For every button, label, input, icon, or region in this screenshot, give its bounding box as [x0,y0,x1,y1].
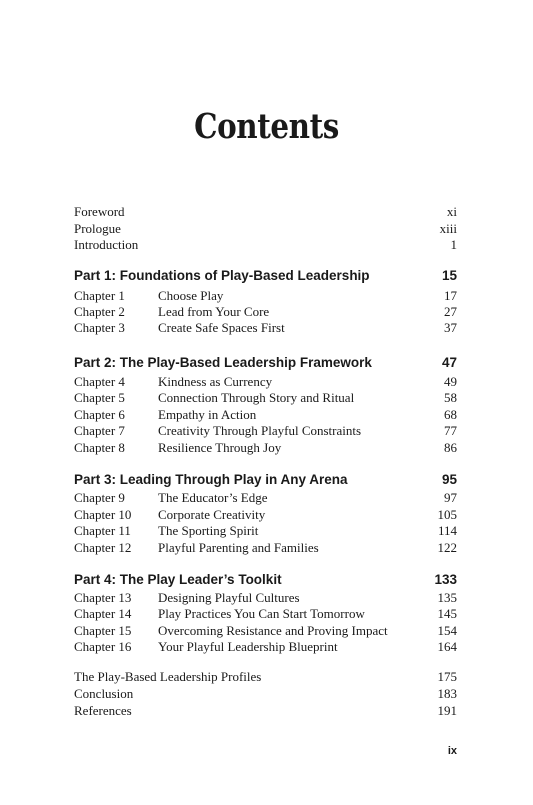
chapter-page: 86 [444,440,457,455]
chapter-label: Chapter 16 [74,639,132,654]
chapter-page: 37 [444,320,457,335]
chapter-page: 145 [437,606,457,621]
chapter-page: 135 [437,590,457,605]
toc-chapter-14[interactable] [74,605,457,622]
part-page: 15 [441,268,457,283]
chapter-title: The Sporting Spirit [158,523,259,538]
chapter-page: 17 [444,288,457,303]
entry-page: 191 [437,703,457,718]
part-title: Part 3: Leading Through Play in Any Arena [74,472,348,487]
chapter-page: 27 [444,304,457,319]
entry-title: Prologue [74,221,121,236]
chapter-label: Chapter 10 [74,507,132,522]
toc-entry-introduction[interactable] [74,236,457,253]
chapter-title: Create Safe Spaces First [158,320,285,335]
chapter-label: Chapter 11 [74,523,131,538]
page-number: ix [447,745,457,757]
chapter-title: Choose Play [158,288,224,303]
toc-chapter-11[interactable] [74,522,457,539]
chapter-label: Chapter 9 [74,490,125,505]
toc-part-3[interactable] [74,470,457,489]
entry-page: xiii [439,221,457,236]
chapter-label: Chapter 15 [74,623,132,638]
chapter-title: Designing Playful Cultures [158,590,300,605]
chapter-label: Chapter 12 [74,540,132,555]
chapter-title: Resilience Through Joy [158,440,282,455]
entry-page: 1 [450,237,457,252]
chapter-page: 58 [444,390,457,405]
chapter-title: Corporate Creativity [158,507,266,522]
chapter-title: Playful Parenting and Families [158,540,319,555]
chapter-page: 154 [437,623,457,638]
chapter-title: Play Practices You Can Start Tomorrow [158,606,365,621]
entry-page: xi [446,204,457,219]
entry-title: Foreword [74,204,125,219]
entry-title: The Play-Based Leadership Profiles [74,669,262,684]
entry-title: Conclusion [74,686,134,701]
chapter-title: Lead from Your Core [158,304,270,319]
part-page: 133 [434,572,457,587]
chapter-page: 105 [437,507,457,522]
toc-chapter-12[interactable] [74,539,457,556]
toc-chapter-10[interactable] [74,506,457,523]
toc-part-4[interactable] [74,570,457,589]
chapter-page: 68 [444,407,457,422]
toc-chapter-3[interactable] [74,319,457,336]
toc-chapter-15[interactable] [74,622,457,639]
chapter-page: 164 [437,639,457,654]
chapter-title: Empathy in Action [158,407,257,422]
chapter-page: 49 [444,374,457,389]
chapter-label: Chapter 7 [74,423,125,438]
chapter-title: Kindness as Currency [158,374,273,389]
part-page: 47 [441,355,457,370]
part-title: Part 2: The Play-Based Leadership Framework [74,355,372,370]
chapter-label: Chapter 6 [74,407,125,422]
entry-page: 175 [437,669,457,684]
toc-chapter-9[interactable] [74,489,457,506]
page-title: Contents [194,106,339,147]
chapter-label: Chapter 1 [74,288,125,303]
toc-chapter-13[interactable] [74,589,457,606]
toc-chapter-16[interactable] [74,638,457,655]
chapter-label: Chapter 5 [74,390,125,405]
toc-chapter-1[interactable] [74,287,457,304]
toc-chapter-6[interactable] [74,406,457,423]
chapter-title: Overcoming Resistance and Proving Impact [158,623,388,638]
toc-chapter-4[interactable] [74,373,457,390]
toc-chapter-7[interactable] [74,422,457,439]
toc-chapter-8[interactable] [74,439,457,456]
entry-page: 183 [437,686,457,701]
toc-chapter-5[interactable] [74,389,457,406]
toc-part-1[interactable] [74,266,457,285]
chapter-page: 97 [444,490,457,505]
toc-entry-foreword[interactable] [74,203,457,220]
chapter-page: 122 [437,540,457,555]
chapter-title: Your Playful Leadership Blueprint [158,639,338,654]
part-title: Part 1: Foundations of Play-Based Leadership [74,268,370,283]
part-title: Part 4: The Play Leader’s Toolkit [74,572,282,587]
chapter-label: Chapter 3 [74,320,125,335]
toc-chapter-2[interactable] [74,303,457,320]
entry-title: Introduction [74,237,139,252]
toc-entry-references[interactable] [74,702,457,719]
part-page: 95 [441,472,457,487]
chapter-title: Connection Through Story and Ritual [158,390,355,405]
chapter-label: Chapter 14 [74,606,132,621]
toc-entry-prologue[interactable] [74,220,457,237]
chapter-page: 114 [437,523,457,538]
chapter-label: Chapter 13 [74,590,132,605]
chapter-title: The Educator’s Edge [158,490,268,505]
chapter-page: 77 [444,423,457,438]
toc-entry-conclusion[interactable] [74,685,457,702]
chapter-label: Chapter 4 [74,374,125,389]
toc-entry-profiles[interactable] [74,668,457,685]
toc-part-2[interactable] [74,353,457,372]
chapter-label: Chapter 2 [74,304,125,319]
chapter-title: Creativity Through Playful Constraints [158,423,362,438]
chapter-label: Chapter 8 [74,440,125,455]
entry-title: References [74,703,132,718]
